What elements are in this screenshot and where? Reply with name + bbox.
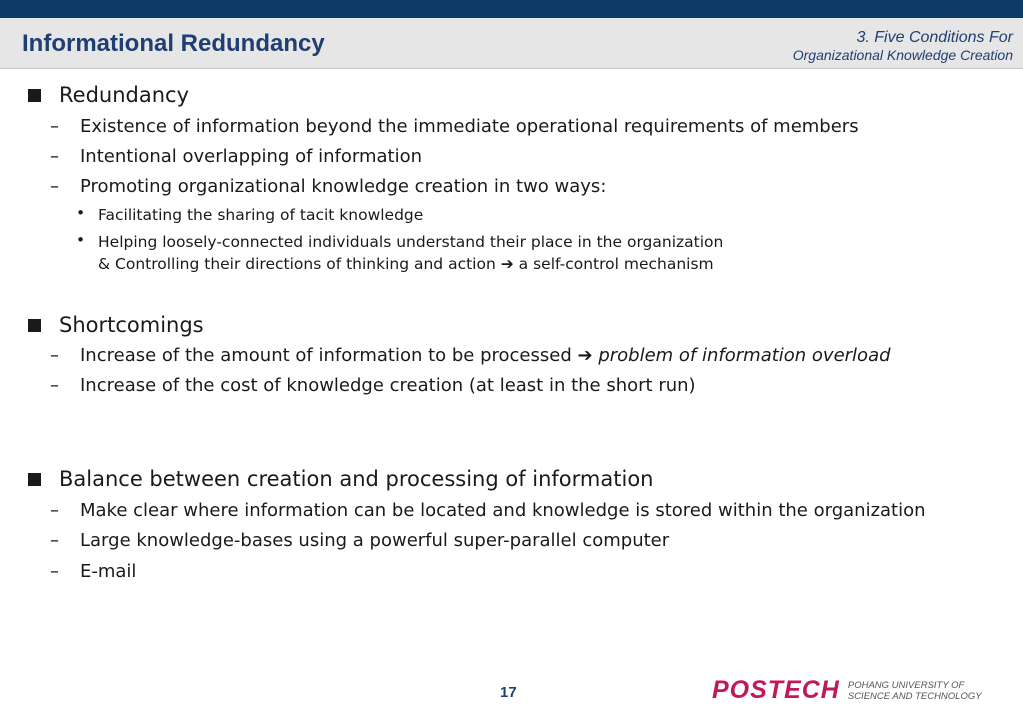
logo-wordmark: POSTECH (712, 676, 840, 704)
list-item (50, 500, 926, 521)
dash-bullet-icon: – (50, 176, 59, 197)
dash-bullet-icon: – (50, 375, 59, 396)
list-item-text: Intentional overlapping of information (80, 146, 423, 167)
right-arrow-icon: ➔ (577, 345, 593, 366)
list-item-text: Promoting organizational knowledge creation in two ways: (80, 176, 607, 197)
section-heading-balance (28, 467, 653, 491)
square-bullet-icon (28, 319, 41, 332)
sub-list-line-2: & Controlling their directions of thinking and action (98, 255, 496, 273)
emphasis-text: problem of information overload (598, 345, 891, 366)
heading-text: Shortcomings (59, 313, 204, 337)
list-item-text: Large knowledge-bases using a powerful super-parallel computer (80, 530, 670, 551)
sub-list-item (76, 231, 723, 275)
list-item-text: Existence of information beyond the immediate operational requirements of members (80, 116, 859, 137)
list-item (50, 116, 859, 137)
dash-bullet-icon: – (50, 500, 59, 521)
slide-title: Informational Redundancy (22, 30, 325, 57)
list-item (50, 345, 891, 366)
section-heading-redundancy (28, 83, 189, 107)
logo-sub-line-1: POHANG UNIVERSITY OF (847, 679, 965, 691)
dash-bullet-icon: – (50, 561, 59, 582)
logo-subtitle (848, 680, 982, 702)
list-item (50, 375, 696, 396)
page-number: 17 (500, 684, 517, 701)
dash-bullet-icon: – (50, 345, 59, 366)
subtitle-line-2: Organizational Knowledge Creation (792, 47, 1013, 63)
list-item-text: E-mail (80, 561, 137, 582)
logo-sub-line-2: SCIENCE AND TECHNOLOGY (847, 690, 982, 702)
section-heading-shortcomings (28, 313, 204, 337)
dash-bullet-icon: – (50, 146, 59, 167)
list-item-text (80, 345, 891, 366)
right-arrow-icon: ➔ (500, 255, 514, 273)
square-bullet-icon (28, 473, 41, 486)
list-item (50, 146, 422, 167)
list-item-text: Make clear where information can be located and knowledge is stored within the organization (80, 500, 926, 521)
subtitle-line-1: 3. Five Conditions For (856, 29, 1013, 46)
sub-list-line-2-suffix: a self-control mechanism (518, 255, 714, 273)
sub-list-item (76, 204, 423, 226)
dash-bullet-icon: – (50, 116, 59, 137)
heading-text: Balance between creation and processing of information (59, 467, 654, 491)
list-item (50, 176, 606, 197)
dash-bullet-icon: – (50, 530, 59, 551)
sub-list-item-text: Facilitating the sharing of tacit knowledge (98, 206, 424, 224)
list-item (50, 530, 669, 551)
sub-list-item-text (98, 231, 723, 275)
sub-list-line-1: Helping loosely-connected individuals understand their place in the organization (98, 233, 724, 251)
dot-bullet-icon: • (76, 204, 86, 222)
square-bullet-icon (28, 89, 41, 102)
list-item (50, 561, 136, 582)
list-item-prefix: Increase of the amount of information to be processed (80, 345, 572, 366)
list-item-text: Increase of the cost of knowledge creation (at least in the short run) (80, 375, 696, 396)
postech-logo (712, 676, 982, 705)
dot-bullet-icon: • (76, 231, 86, 249)
heading-text: Redundancy (59, 83, 189, 107)
